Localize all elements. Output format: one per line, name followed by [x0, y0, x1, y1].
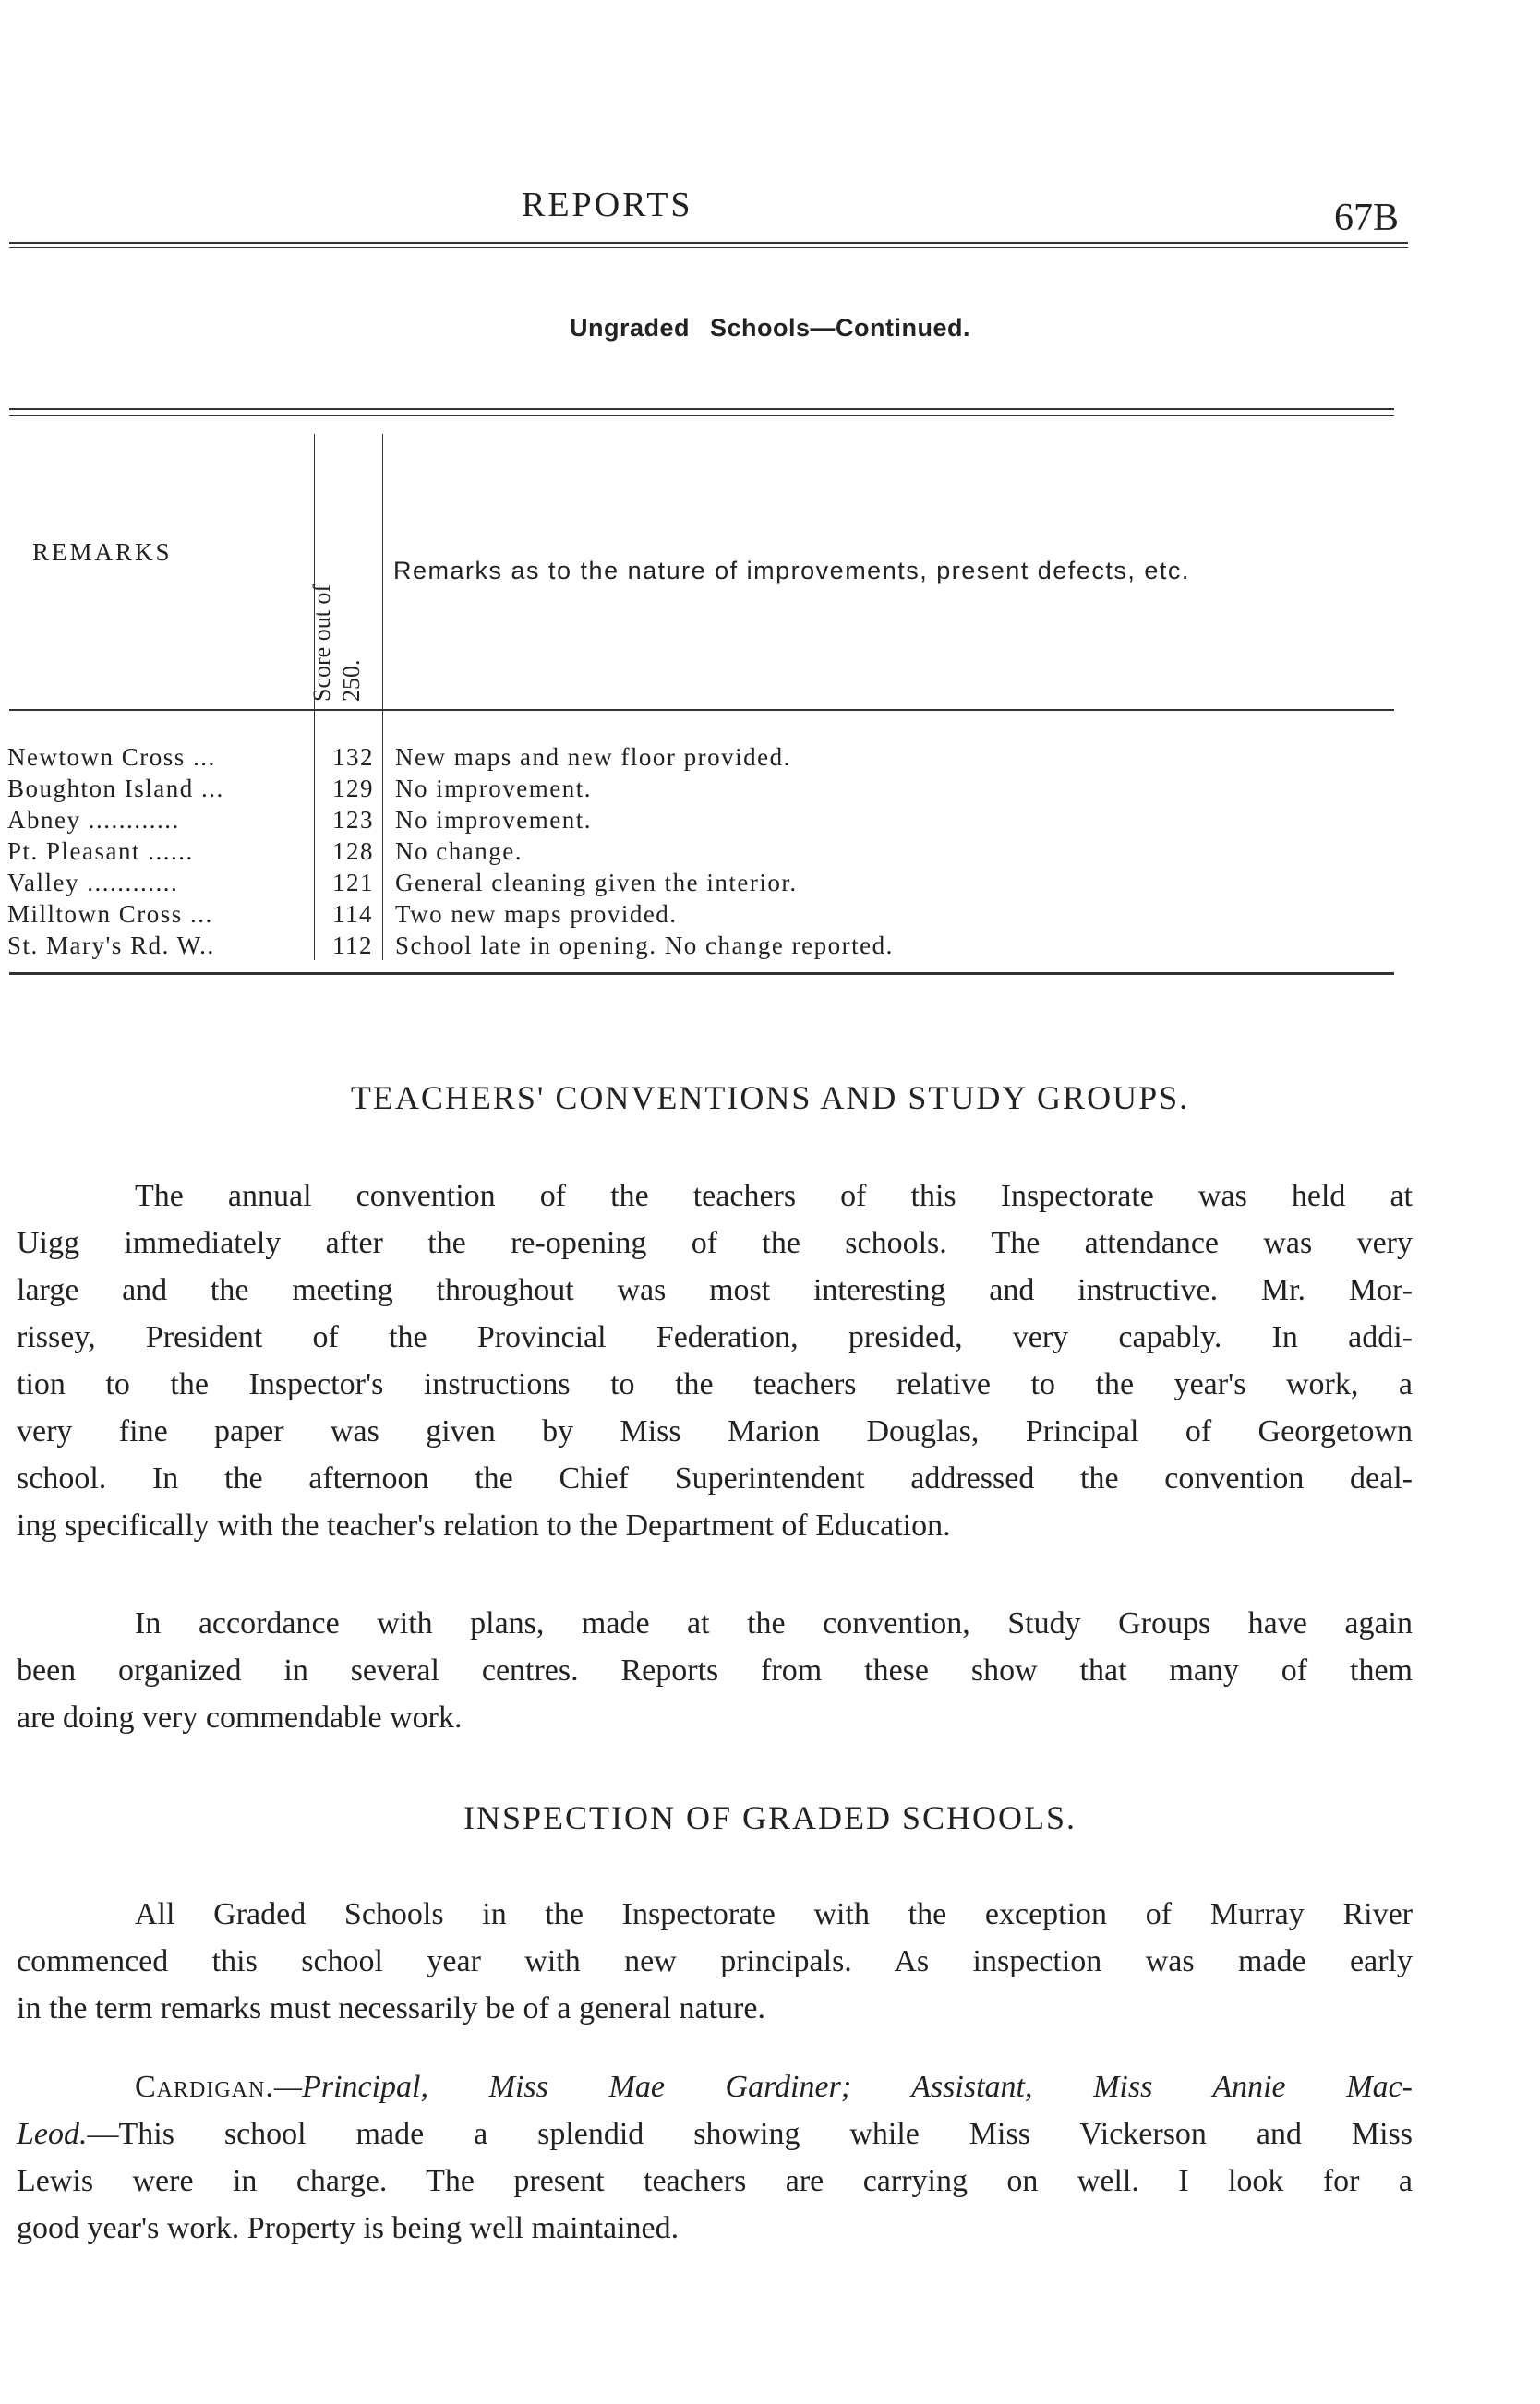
column-header-score	[307, 549, 391, 706]
text-line: Uigg immediately after the re-opening of the schools. The attendance was very	[17, 1226, 1413, 1260]
cardigan-text: —This school made a splendid showing while Miss Vickerson and Miss	[87, 2117, 1413, 2151]
school-score: 114	[332, 900, 373, 928]
school-score: 123	[332, 806, 374, 834]
text-line	[17, 2063, 1413, 2110]
column-header-score-label: Score out of 250.	[308, 583, 365, 702]
school-score: 112	[332, 932, 373, 959]
school-name: St. Mary's Rd. W..	[7, 932, 215, 959]
school-name: Abney ............	[7, 806, 180, 834]
table-header-rule	[9, 709, 1394, 711]
header-rule	[9, 242, 1408, 244]
paragraph-study-groups	[17, 1600, 1413, 1741]
text-line: rissey, President of the Provincial Federation, presided, very capably. In addi-	[17, 1320, 1413, 1354]
column-header-description: Remarks as to the nature of improvements, present defects, etc.	[393, 557, 1190, 584]
school-name: Pt. Pleasant ......	[7, 837, 194, 865]
paragraph-conventions	[17, 1172, 1413, 1549]
column-header-remarks: REMARKS	[32, 538, 173, 566]
text-line: large and the meeting throughout was most interesting and instructive. Mr. Mor-	[17, 1273, 1413, 1307]
running-header-title: REPORTS	[522, 186, 693, 224]
school-score: 128	[332, 837, 374, 865]
text-line: in the term remarks must necessarily be of a general nature.	[17, 1991, 765, 2025]
paragraph-graded-schools	[17, 1891, 1413, 2032]
school-remark: No improvement.	[395, 806, 592, 834]
text-line: ing specifically with the teacher's relation to the Department of Education.	[17, 1509, 951, 1543]
text-line	[17, 2110, 1413, 2158]
text-line: are doing very commendable work.	[17, 1701, 463, 1735]
text-line: All Graded Schools in the Inspectorate with the exception of Murray River	[135, 1897, 1413, 1931]
table-bottom-rule	[9, 972, 1394, 975]
text-line: tion to the Inspector's instructions to the teachers relative to the year's work, a	[17, 1367, 1413, 1401]
text-line: Lewis were in charge. The present teachers are carrying on well. I look for a	[17, 2164, 1413, 2198]
text-line: good year's work. Property is being well maintained.	[17, 2211, 680, 2245]
school-score: 129	[332, 775, 374, 802]
page-number: 67B	[1334, 197, 1400, 239]
table-top-rule	[9, 408, 1394, 410]
header-rule-second	[9, 247, 1408, 248]
table-subtitle: Ungraded Schools—Continued.	[569, 314, 970, 342]
text-line: The annual convention of the teachers of this Inspectorate was held at	[135, 1179, 1413, 1213]
text-line: In accordance with plans, made at the convention, Study Groups have again	[135, 1606, 1413, 1641]
school-score: 121	[332, 869, 374, 896]
text-line: commenced this school year with new principals. As inspection was made early	[17, 1944, 1413, 1978]
school-heading-cardigan: Cardigan.	[135, 2070, 274, 2104]
section-heading-conventions: TEACHERS' CONVENTIONS AND STUDY GROUPS.	[350, 1079, 1190, 1116]
school-remark: New maps and new floor provided.	[395, 743, 791, 771]
school-remark: Two new maps provided.	[395, 900, 678, 928]
school-name: Boughton Island ...	[7, 775, 224, 802]
school-name: Valley ............	[7, 869, 179, 896]
school-remark: School late in opening. No change reported.	[395, 932, 894, 959]
school-remark: No change.	[395, 837, 523, 865]
table-top-rule-second	[9, 415, 1394, 416]
text-line: been organized in several centres. Reports from these show that many of them	[17, 1653, 1413, 1688]
school-name: Newtown Cross ...	[7, 743, 216, 771]
school-score: 132	[332, 743, 374, 771]
staff-names: —Principal, Miss Mae Gardiner; Assistant, Miss Annie Mac-	[273, 2070, 1413, 2104]
section-heading-graded-schools: INSPECTION OF GRADED SCHOOLS.	[463, 1799, 1077, 1836]
paragraph-cardigan	[17, 2063, 1413, 2252]
school-name: Milltown Cross ...	[7, 900, 213, 928]
text-line: school. In the afternoon the Chief Superintendent addressed the convention deal-	[17, 1461, 1413, 1496]
school-remark: General cleaning given the interior.	[395, 869, 798, 896]
staff-names-continued: Leod.	[17, 2117, 88, 2151]
school-remark: No improvement.	[395, 775, 592, 802]
text-line: very fine paper was given by Miss Marion Douglas, Principal of Georgetown	[17, 1414, 1413, 1448]
